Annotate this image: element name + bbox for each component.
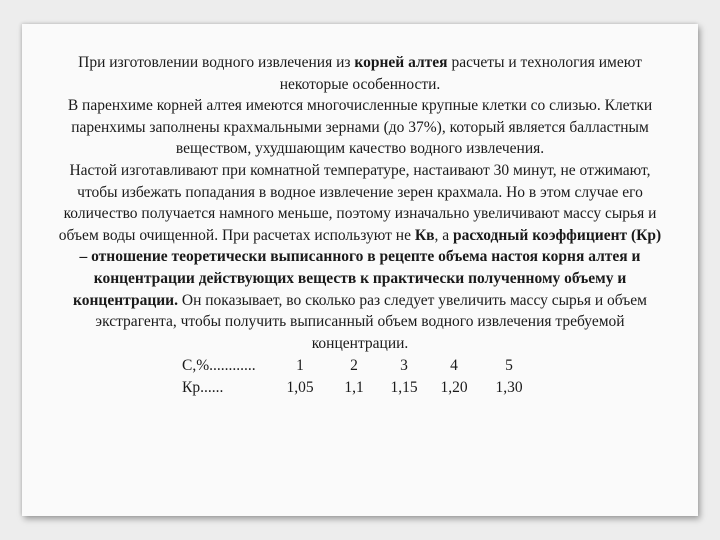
slide-card: [22, 24, 698, 516]
kv-emphasis: Кв: [414, 226, 435, 244]
slide-text: [58, 52, 662, 399]
intro-emphasis: корней алтея: [354, 54, 448, 71]
table-cell: 5: [505, 357, 513, 375]
infusion-text-end: Он показывает, во сколько раз следует увеличить массу сырья и объем экстрагента, чтобы получить выписанный объем водного извлечения требуемой концентрации.: [95, 291, 647, 352]
table-cell: 1: [296, 357, 304, 375]
table-cell: 1,20: [440, 378, 468, 396]
paragraph-cells: В паренхиме корней алтея имеются многочисленные крупные клетки со слизью. Клетки паренхимы заполнены крахмальными зернами (до 37%), который является балластным веществом, ухудшающим качество водного извлечения.: [67, 97, 653, 158]
kr-definition-emphasis: расходный коэффициент (Кр) – отношение теоретически выписанного в рецепте объема настоя корня алтея и концентрации действующих веществ к практически полученному объему и концентрации.: [73, 226, 662, 309]
paragraph-infusion: [58, 160, 662, 354]
table-cell: 4: [450, 357, 458, 375]
table-cell: 3: [400, 357, 408, 375]
intro-text: При изготовлении водного извлечения из: [78, 54, 355, 71]
table-row-label-kr: Кр......: [182, 378, 224, 396]
table-cell: 2: [350, 357, 358, 375]
table-cell: 1,05: [286, 378, 314, 396]
intro-text-end: расчеты и технология имеют некоторые особенности.: [279, 54, 642, 93]
table-cell: 1,1: [344, 378, 364, 396]
infusion-text: Настой изготавливают при комнатной температуре, настаивают 30 минут, не отжимают, чтобы избежать попадания в водное извлечение зерен крахмала. Но в этом случае его количество получается намного меньше, поэтому изначально увеличивают массу сырья и объем воды очищенной. При расчетах используют не: [58, 161, 657, 244]
table-row-label-concentration: С,%............: [182, 357, 256, 375]
paragraph-intro: [58, 52, 662, 95]
coefficient-table: [58, 355, 662, 398]
table-cell: 1,15: [390, 378, 418, 396]
table-cell: 1,30: [495, 378, 523, 396]
infusion-text-mid: , а: [434, 226, 453, 244]
